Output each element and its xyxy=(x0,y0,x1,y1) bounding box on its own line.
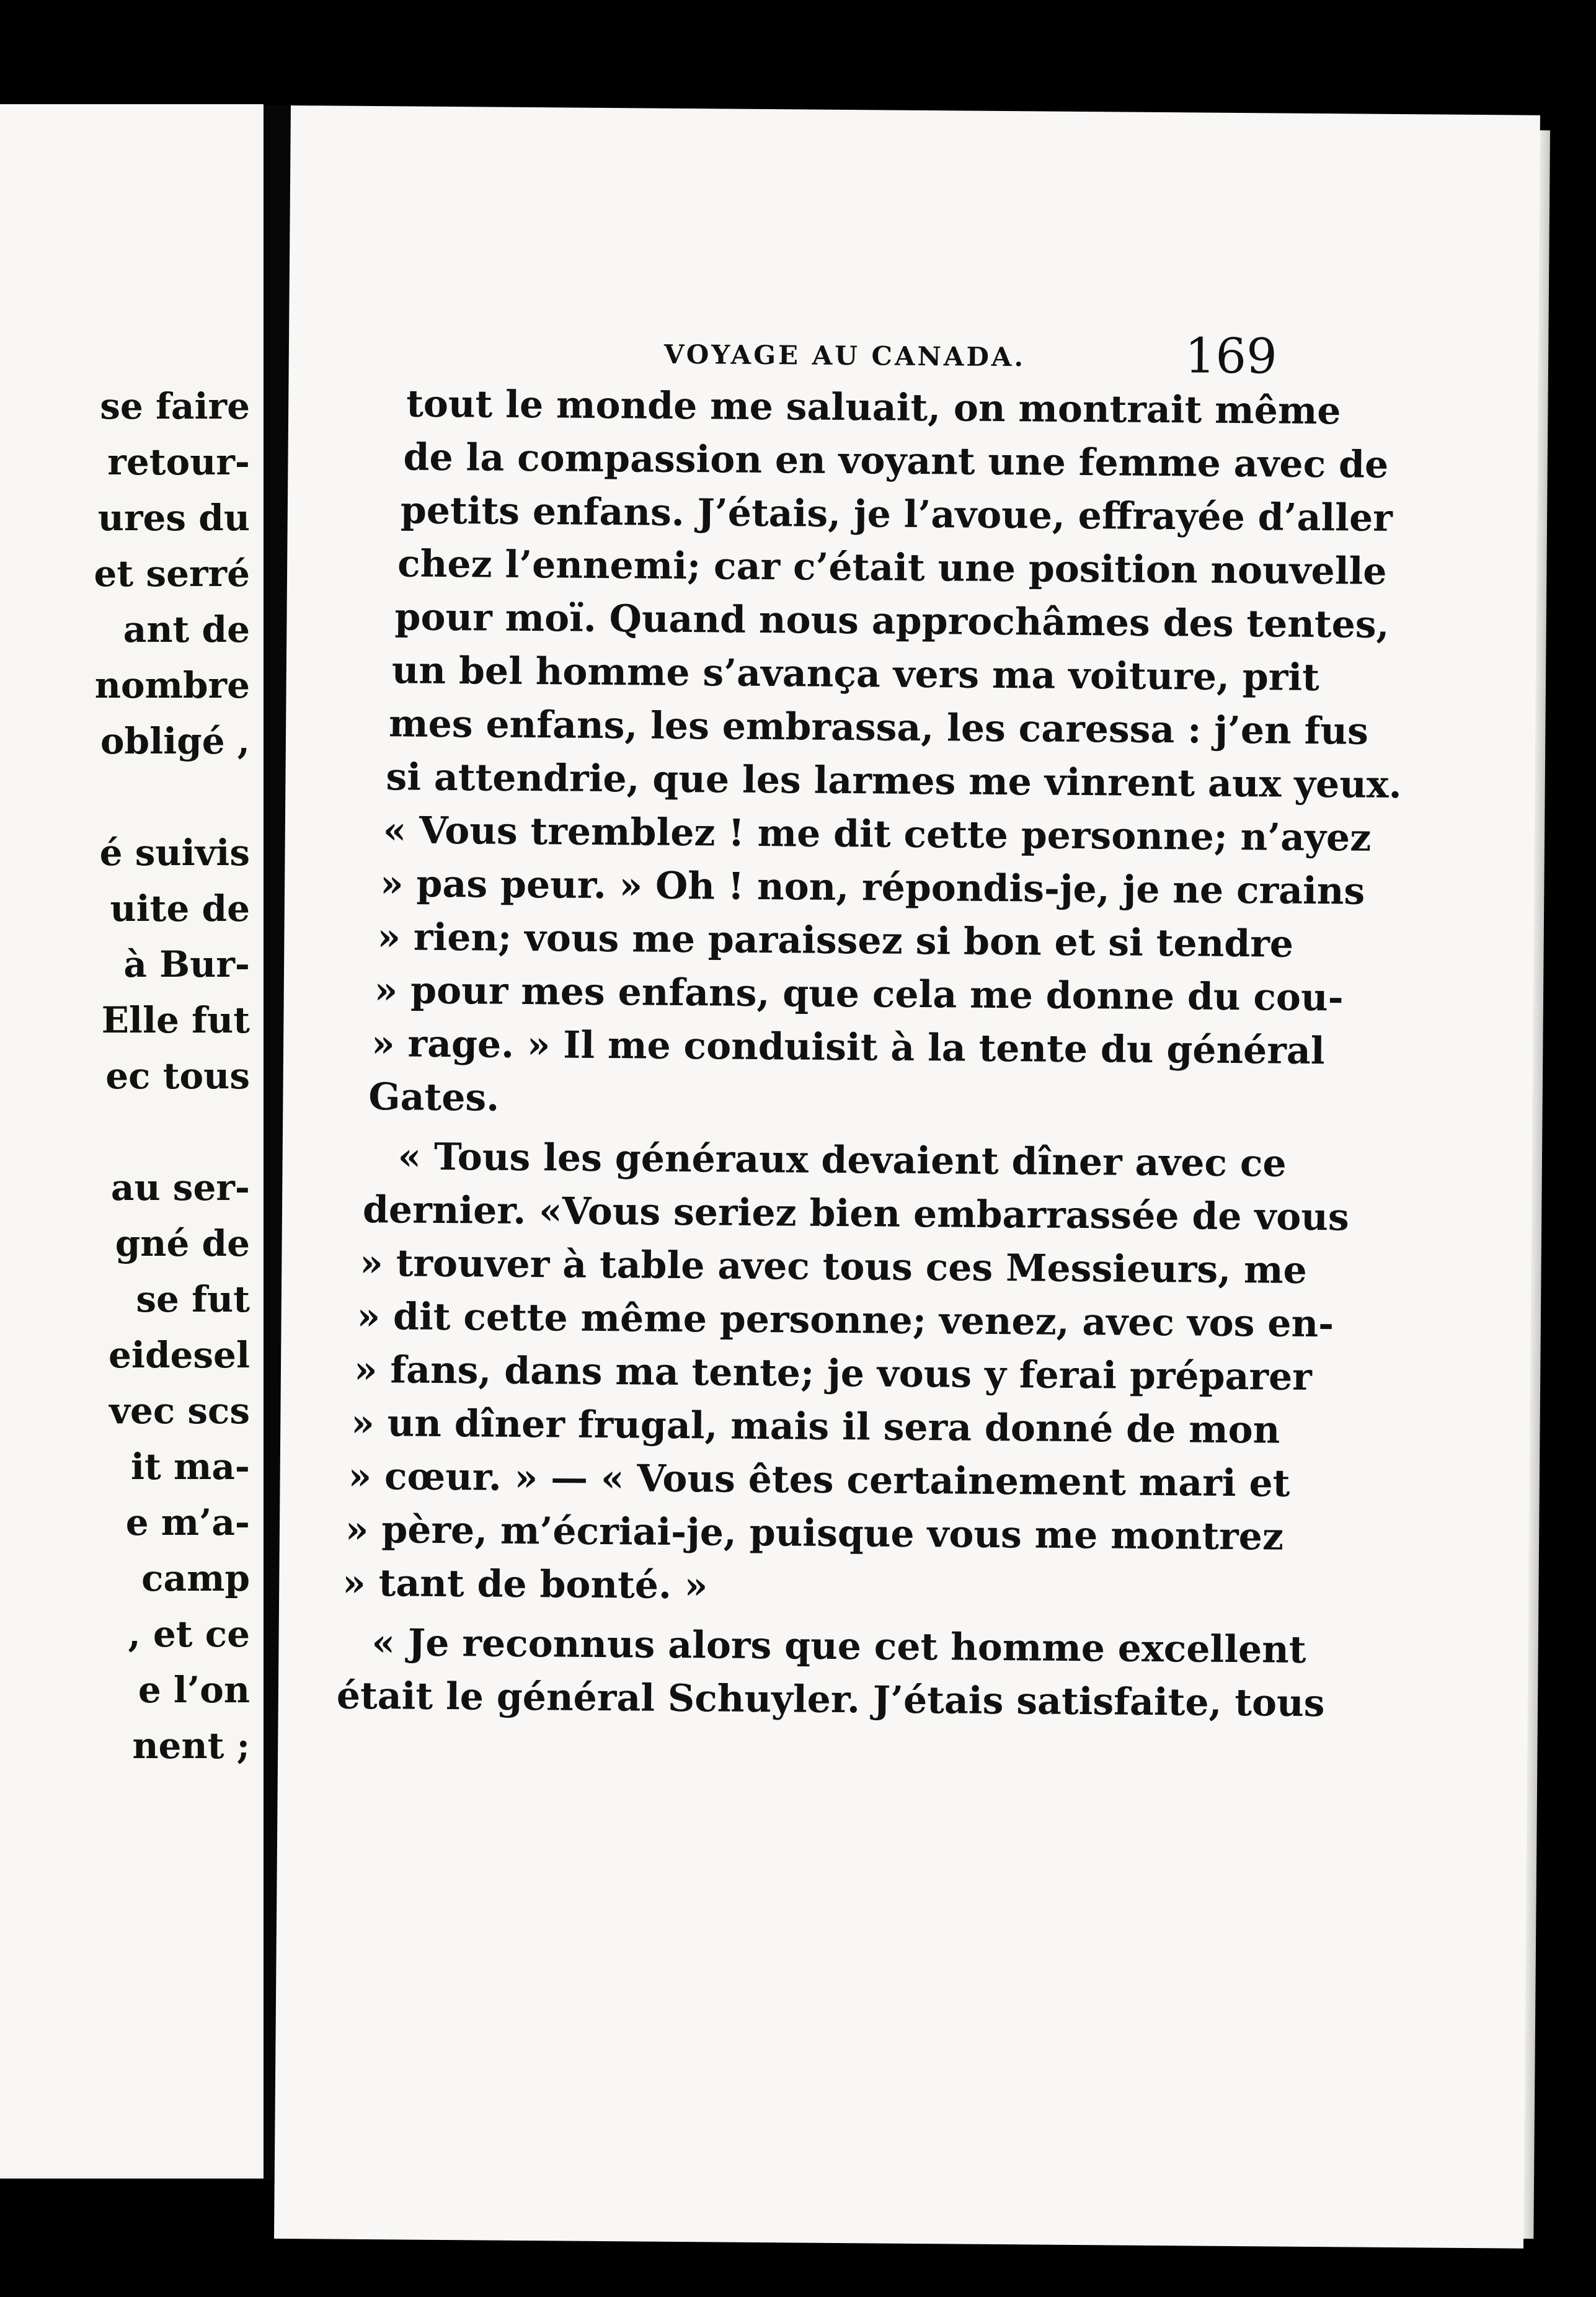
text-line: » père, m’écriai-je, puisque vous me montrez xyxy=(345,1508,1284,1559)
text-line: dernier. «Vous seriez bien embarrassée de vous xyxy=(362,1188,1349,1240)
text-line: » rage. » Il me conduisit à la tente du général xyxy=(371,1022,1325,1073)
left-page-line: camp xyxy=(141,1557,250,1599)
left-page-line: nent ; xyxy=(132,1725,250,1767)
text-line: » trouver à table avec tous ces Messieurs, me xyxy=(360,1241,1307,1292)
left-page-line: , et ce xyxy=(128,1613,250,1655)
left-page-line: it ma- xyxy=(130,1446,250,1488)
text-line: était le général Schuyler. J’étais satisfaite, tous xyxy=(336,1674,1325,1726)
text-line: » tant de bonté. » xyxy=(342,1561,708,1608)
text-line: pour moï. Quand nous approchâmes des tentes, xyxy=(394,595,1390,647)
left-page-line: ant de xyxy=(123,608,250,651)
left-page-line: nombre xyxy=(94,664,250,706)
text-line: » dit cette même personne; venez, avec vos en- xyxy=(357,1294,1334,1346)
text-line: » pour mes enfans, que cela me donne du cou- xyxy=(374,969,1344,1020)
left-page-line: é suivis xyxy=(99,832,250,874)
text-line: un bel homme s’avança vers ma voiture, prit xyxy=(391,649,1320,700)
right-page xyxy=(274,105,1540,2249)
left-page-line: e m’a- xyxy=(125,1501,250,1544)
text-line: tout le monde me saluait, on montrait même xyxy=(406,382,1341,433)
text-line: mes enfans, les embrassa, les caressa : j’en fus xyxy=(388,702,1369,753)
text-line: Gates. xyxy=(368,1075,500,1120)
left-page-line: au ser- xyxy=(110,1166,250,1209)
left-page-line: uite de xyxy=(110,887,250,930)
left-page-line: retour- xyxy=(107,441,250,483)
text-line: » fans, dans ma tente; je vous y ferai préparer xyxy=(353,1348,1313,1399)
left-page-line: eidesel xyxy=(109,1334,250,1376)
left-page-line: Elle fut xyxy=(101,999,250,1041)
text-line: » un dîner frugal, mais il sera donné de mon xyxy=(351,1401,1280,1452)
left-page-line: se faire xyxy=(100,385,250,427)
text-line: petits enfans. J’étais, je l’avoue, effrayée d’aller xyxy=(400,489,1393,540)
text-line: » cœur. » — « Vous êtes certainement mari et xyxy=(348,1454,1290,1506)
text-line: si attendrie, que les larmes me vinrent aux yeux. xyxy=(386,755,1402,807)
left-page-line: se fut xyxy=(136,1278,250,1320)
text-line: « Tous les généraux devaient dîner avec ce xyxy=(397,1135,1287,1186)
left-facing-page xyxy=(0,104,264,2179)
text-line: « Vous tremblez ! me dit cette personne; n’ayez xyxy=(383,809,1372,860)
left-page-line: et serré xyxy=(94,553,250,595)
left-page-line: ures du xyxy=(97,497,250,539)
text-line: de la compassion en voyant une femme avec de xyxy=(403,435,1389,487)
text-line: » pas peur. » Oh ! non, répondis-je, je ne crains xyxy=(379,862,1365,913)
left-page-line: e l’on xyxy=(138,1669,250,1711)
page-number: 169 xyxy=(1184,328,1278,385)
left-page-line: ec tous xyxy=(105,1055,250,1097)
text-line: » rien; vous me paraissez si bon et si tendre xyxy=(377,915,1294,966)
left-page-line: gné de xyxy=(115,1222,250,1264)
text-line: chez l’ennemi; car c’était une position nouvelle xyxy=(397,542,1387,593)
left-page-line: vec scs xyxy=(109,1390,250,1432)
left-page-line: à Bur- xyxy=(123,943,250,985)
text-line: « Je reconnus alors que cet homme excellent xyxy=(371,1621,1306,1672)
left-page-line: obligé , xyxy=(100,720,250,762)
running-header: VOYAGE AU CANADA. xyxy=(663,339,1026,373)
